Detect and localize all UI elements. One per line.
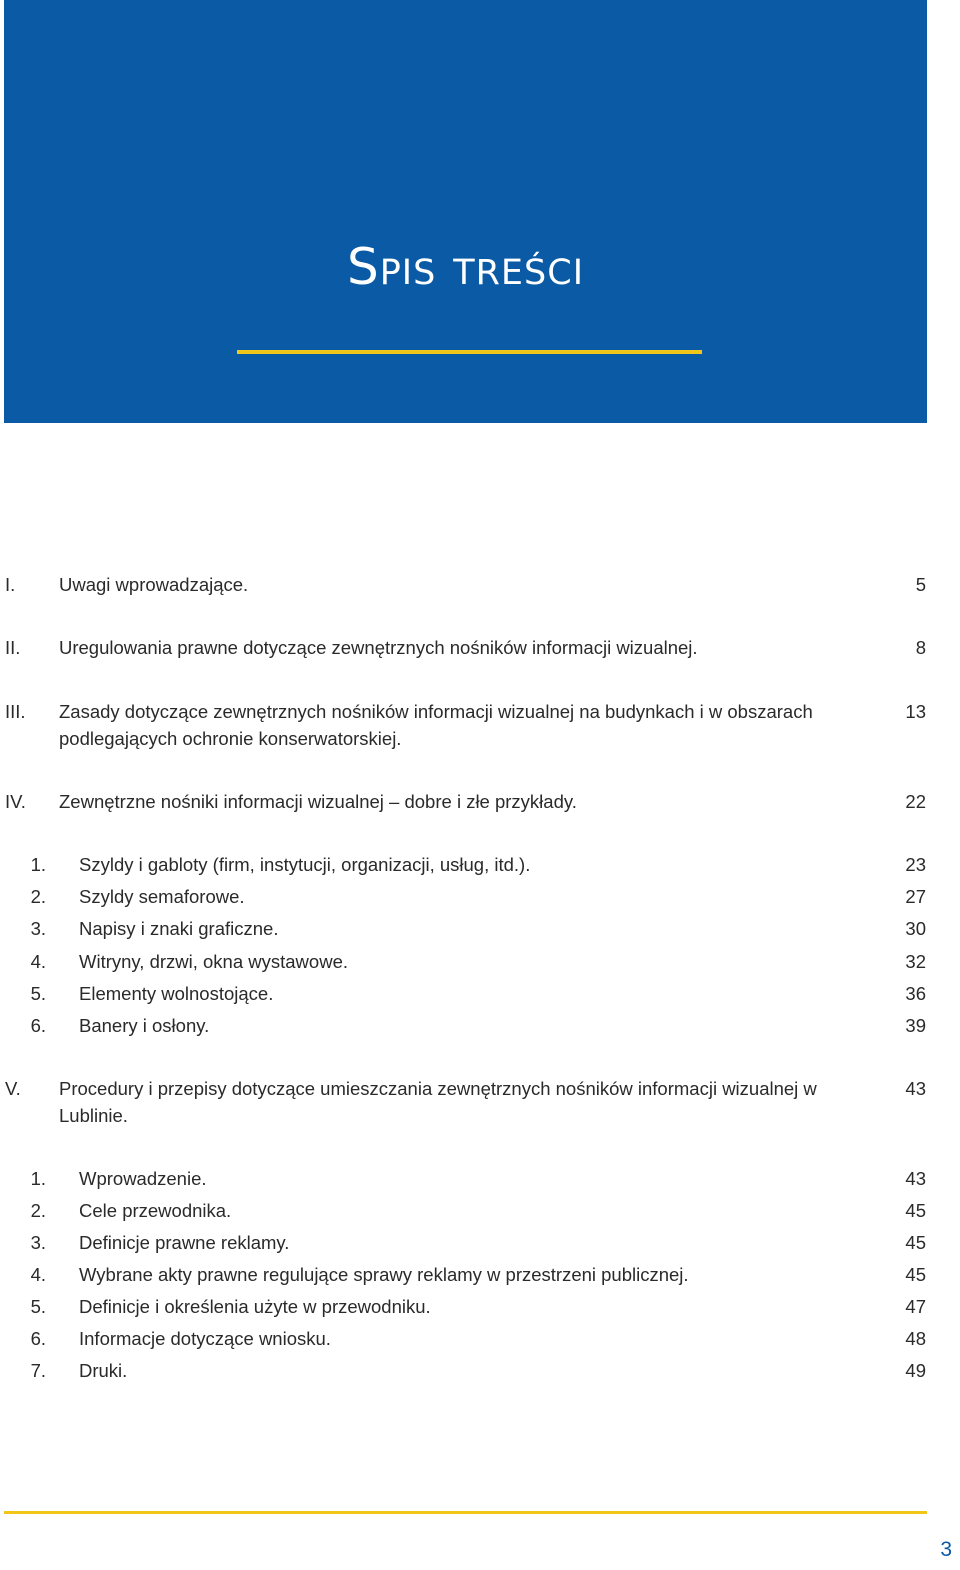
footer-rule (4, 1511, 927, 1514)
toc-page: 13 (905, 701, 926, 722)
toc-text: Druki. (79, 1360, 128, 1381)
toc-text: Definicje i określenia użyte w przewodniku. (79, 1296, 431, 1317)
toc-text: Procedury i przepisy dotyczące umieszczania zewnętrznych nośników informacji wizualnej w Lublinie. (59, 1078, 817, 1126)
toc-page: 43 (905, 1078, 926, 1099)
toc-page: 27 (905, 886, 926, 907)
toc-page: 49 (905, 1360, 926, 1381)
toc-number: 3. (30, 1232, 46, 1253)
toc-text: Szyldy semaforowe. (79, 886, 245, 907)
toc-number: 4. (30, 1264, 46, 1285)
toc-number: 2. (30, 886, 46, 907)
toc-text: Informacje dotyczące wniosku. (79, 1328, 331, 1349)
toc-page: 5 (915, 574, 926, 595)
toc-page: 30 (905, 918, 926, 939)
toc-text: Cele przewodnika. (79, 1200, 232, 1221)
toc-page: 39 (905, 1015, 926, 1036)
toc-text: Elementy wolnostojące. (79, 983, 274, 1004)
toc-text: Zasady dotyczące zewnętrznych nośników informacji wizualnej na budynkach i w obszarach podlegających ochronie konserwatorskiej. (59, 701, 813, 749)
toc-number: IV. (5, 791, 26, 812)
toc-text: Uwagi wprowadzające. (59, 574, 249, 595)
toc-number: III. (5, 701, 26, 722)
title-underline (237, 350, 702, 354)
toc-number: 3. (30, 918, 46, 939)
toc-page: 43 (905, 1168, 926, 1189)
toc-number: 1. (30, 854, 46, 875)
toc-number: 5. (30, 983, 46, 1004)
toc-page: 45 (905, 1200, 926, 1221)
toc-number: I. (5, 574, 16, 595)
toc-number: 5. (30, 1296, 46, 1317)
toc-text: Wybrane akty prawne regulujące sprawy reklamy w przestrzeni publicznej. (79, 1264, 689, 1285)
toc-number: 6. (30, 1328, 46, 1349)
toc-page: 47 (905, 1296, 926, 1317)
page-title: Spis treści (346, 238, 585, 296)
toc-number: 1. (30, 1168, 46, 1189)
toc-text: Banery i osłony. (79, 1015, 210, 1036)
toc-page: 45 (905, 1264, 926, 1285)
toc-number: 7. (30, 1360, 46, 1381)
title-banner (4, 0, 927, 423)
toc-page: 48 (905, 1328, 926, 1349)
toc-text: Witryny, drzwi, okna wystawowe. (79, 951, 348, 972)
toc-text: Szyldy i gabloty (firm, instytucji, organizacji, usług, itd.). (79, 854, 531, 875)
toc-page: 32 (905, 951, 926, 972)
page-number: 3 (940, 1538, 952, 1561)
toc-number: 6. (30, 1015, 46, 1036)
toc-text: Napisy i znaki graficzne. (79, 918, 279, 939)
toc-number: 4. (30, 951, 46, 972)
toc-text: Zewnętrzne nośniki informacji wizualnej – dobre i złe przykłady. (59, 791, 577, 812)
toc-page: 45 (905, 1232, 926, 1253)
toc-text: Definicje prawne reklamy. (79, 1232, 290, 1253)
toc-page: 22 (905, 791, 926, 812)
toc-text: Uregulowania prawne dotyczące zewnętrznych nośników informacji wizualnej. (59, 637, 698, 658)
toc-number: 2. (30, 1200, 46, 1221)
toc-page: 23 (905, 854, 926, 875)
toc-page: 36 (905, 983, 926, 1004)
toc-number: V. (5, 1078, 21, 1099)
toc-page: 8 (915, 637, 926, 658)
toc-text: Wprowadzenie. (79, 1168, 207, 1189)
toc-number: II. (5, 637, 21, 658)
